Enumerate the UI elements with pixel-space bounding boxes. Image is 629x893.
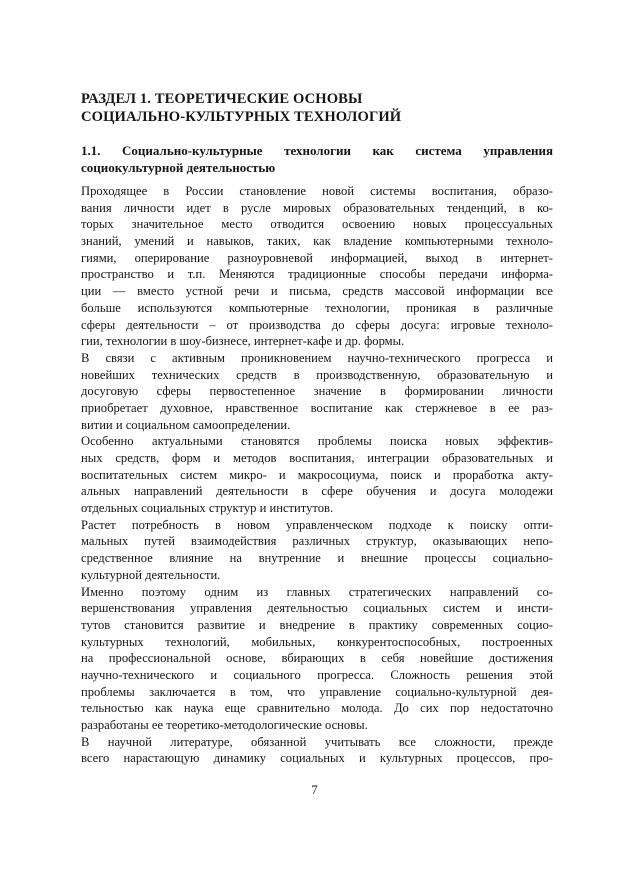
paragraph-line: больше используются компьютерные технологии, проникая в различные [81,300,553,315]
paragraph-line: культурной деятельности. [81,567,221,582]
paragraph-line: знаний, умений и навыков, таких, как владение компьютерными техноло- [81,234,553,249]
chapter-title [81,90,551,126]
paragraph [81,433,553,516]
paragraph-line: витии и социальном самоопределении. [81,417,291,432]
section-heading-line: социокультурной деятельностью [81,160,276,175]
paragraph-line: ции — вместо устной речи и письма, средств массовой информации все [81,284,553,299]
paragraph-line: досуговую сферы первостепенное значение в формировании личности [81,384,553,399]
section-heading-line: 1.1. Социально-культурные технологии как система управления [81,143,553,158]
paragraph-line: приобретает духовное, нравственное воспитание как стержневое в ее раз- [81,400,553,415]
paragraph-line: торых значительное место отводится освоению новых процессуальных [81,217,553,232]
paragraph-line: В научной литературе, обязанной учитывать все сложности, прежде [81,734,553,749]
paragraph-line: научно-технического и социального прогресса. Сложность решения этой [81,667,553,682]
paragraph-line: гиями, оперирование разноуровневой информацией, выход в интернет- [81,250,553,265]
paragraph-line: сферы деятельности – от производства до сферы досуга: игровые техноло- [81,317,553,332]
paragraph [81,584,553,734]
paragraph-line: отдельных социальных структур и институтов. [81,501,334,516]
body-text [81,183,553,767]
paragraph-line: Растет потребность в новом управленческом подходе к поиску опти- [81,517,553,532]
paragraph-line: Особенно актуальными становятся проблемы поиска новых эффектив- [81,434,553,449]
chapter-title-line: РАЗДЕЛ 1. ТЕОРЕТИЧЕСКИЕ ОСНОВЫ [81,91,363,107]
paragraph-line: новейших технических средств в производственную, образовательную и [81,367,553,382]
paragraph-line: мальных путей взаимодействия различных структур, оказывающих непо- [81,534,553,549]
paragraph-line: вания личности идет в русле мировых образовательных тенденций, в ко- [81,200,553,215]
paragraph [81,350,553,433]
paragraph-line: пространство и т.п. Меняются традиционные способы передачи информа- [81,267,553,282]
paragraph-line: вершенствования управления деятельностью социальных систем и инсти- [81,601,553,616]
paragraph-line: воспитательных систем микро- и макросоциума, поиск и проработка акту- [81,467,553,482]
paragraph-line: Проходящее в России становление новой системы воспитания, образо- [81,184,553,198]
page-number: 7 [311,783,318,797]
section-heading [81,142,553,176]
paragraph-line: Именно поэтому одним из главных стратегических направлений со- [81,584,553,599]
paragraph-line: проблемы заключается в том, что управление социально-культурной дея- [81,684,553,699]
paragraph-line: на профессиональной основе, вбирающих в себя новейшие достижения [81,651,553,666]
paragraph-line: В связи с активным проникновением научно-технического прогресса и [81,350,553,365]
paragraph-line: культурных технологий, мобильных, конкурентоспособных, построенных [81,634,553,649]
paragraph-line: гии, технологии в шоу-бизнесе, интернет-кафе и др. формы. [81,334,405,349]
paragraph-line: ных средств, форм и методов воспитания, интеграции образовательных и [81,451,553,465]
paragraph-line: разработаны ее теоретико-методологические основы. [81,718,368,732]
paragraph-line: альных направлений деятельности в сфере обучения и досуга молодежи [81,484,553,499]
chapter-title-line: СОЦИАЛЬНО-КУЛЬТУРНЫХ ТЕХНОЛОГИЙ [81,109,402,125]
paragraph [81,517,553,584]
paragraph-line: тельностью как наука еще сравнительно молода. До сих пор недостаточно [81,701,553,716]
paragraph-line: тутов становится развитие и внедрение в практику современных социо- [81,617,553,632]
paragraph [81,183,553,350]
paragraph [81,734,553,767]
paragraph-line: средственное влияние на внутренние и внешние процессы социально- [81,551,553,566]
paragraph-line: всего нарастающую динамику социальных и культурных процессов, про- [81,751,553,766]
